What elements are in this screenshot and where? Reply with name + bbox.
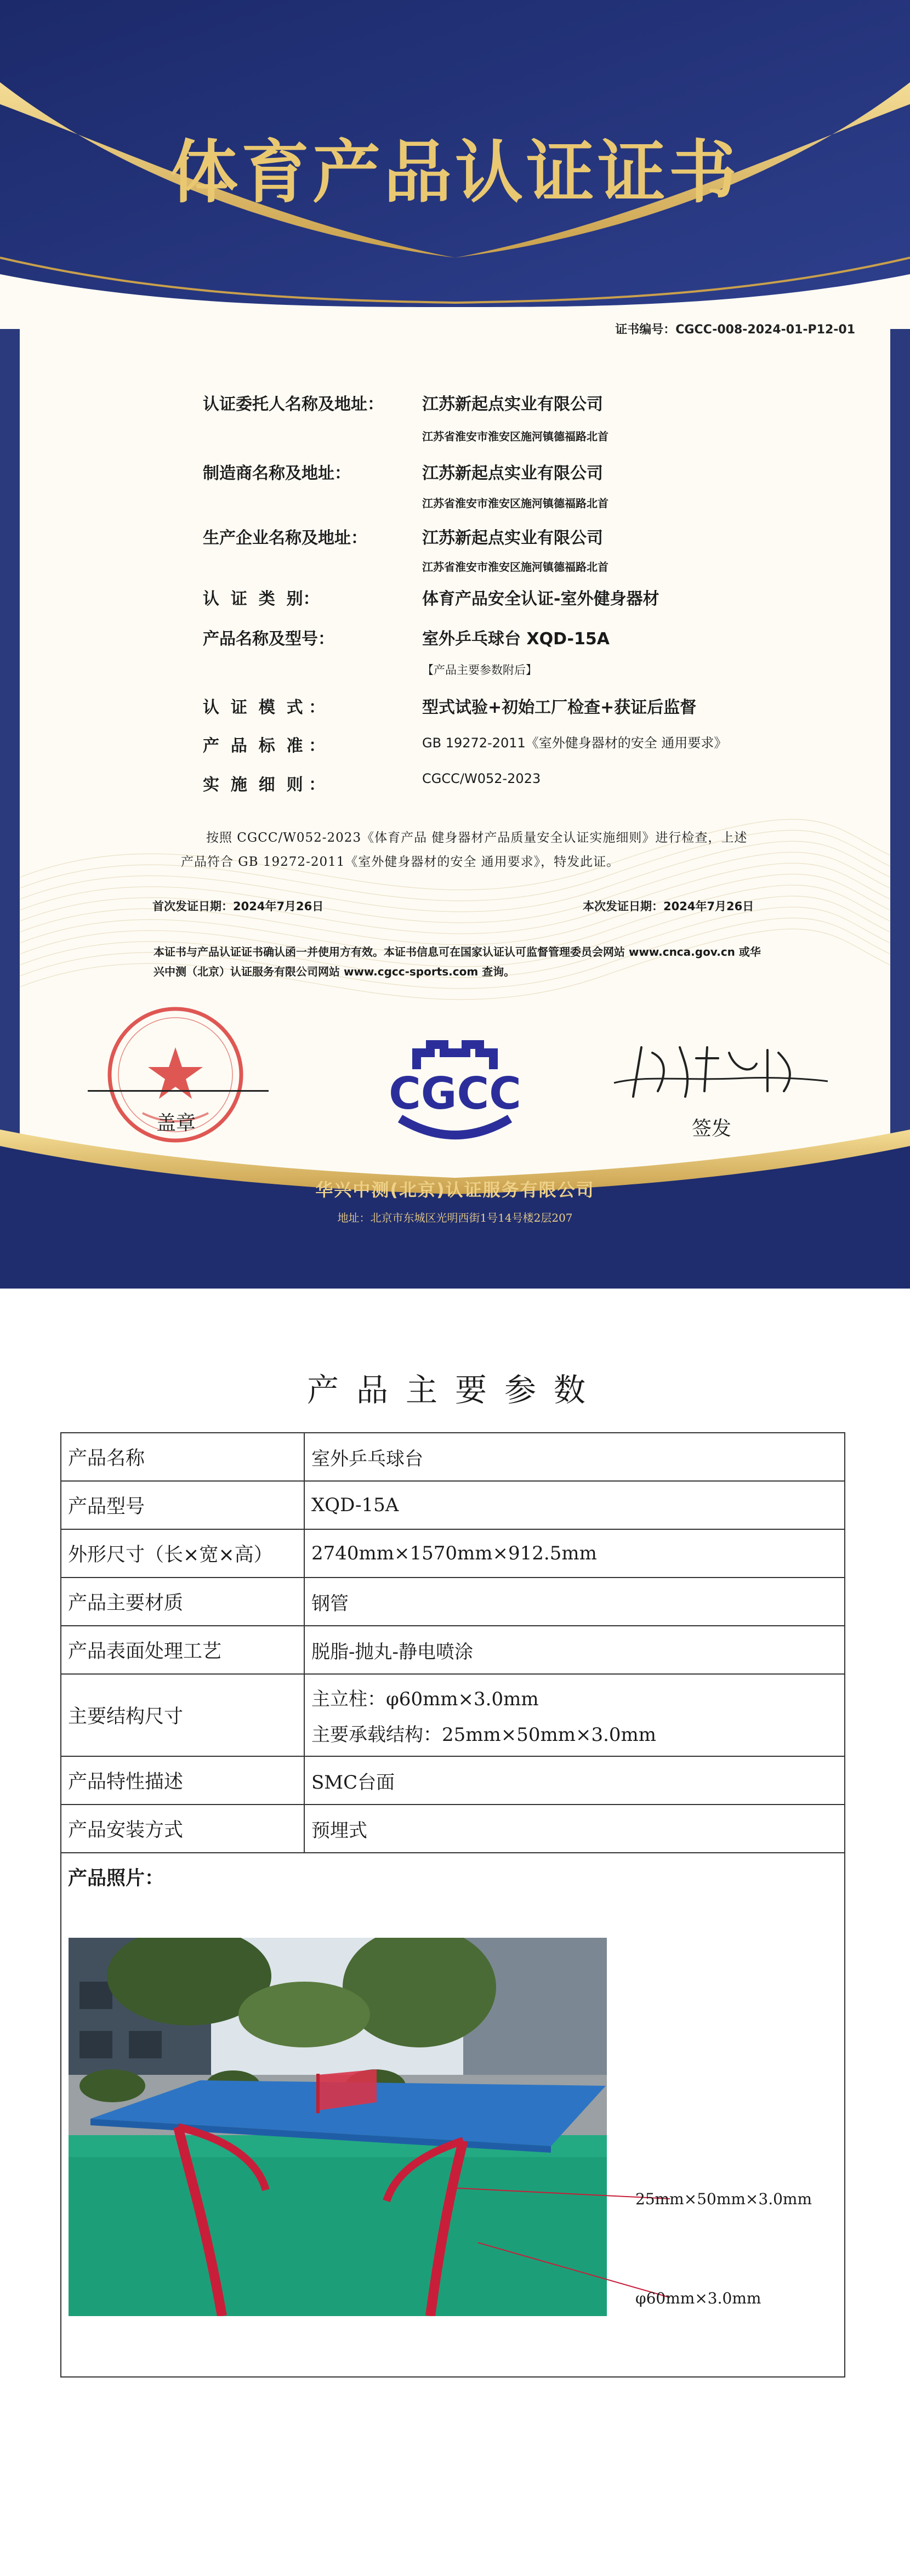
value-line: 主立柱：φ60mm×3.0mm: [311, 1688, 539, 1710]
certificate-number: 证书编号：CGCC-008-2024-01-P12-01: [615, 323, 855, 337]
field-label: 实 施 细 则 ：: [203, 775, 326, 795]
field-value: CGCC/W052-2023: [422, 771, 541, 786]
logo-text: CGCC: [389, 1068, 521, 1119]
field-certification-category: [0, 585, 910, 607]
field-value: 体育产品安全认证-室外健身器材: [422, 589, 659, 609]
cgcc-logo: [378, 1025, 532, 1146]
row-label: 主要结构尺寸: [61, 1675, 305, 1756]
field-manufacturer: [0, 459, 910, 481]
field-production-enterprise: [0, 524, 910, 546]
field-address: 江苏省淮安市淮安区施河镇德福路北首: [422, 497, 608, 510]
value-line: 主要承载结构：25mm×50mm×3.0mm: [311, 1724, 657, 1746]
field-product-standard: [0, 732, 910, 754]
field-entrusting-party: [0, 390, 910, 412]
field-certification-mode: [0, 694, 910, 716]
seal-label: 盖章: [156, 1112, 196, 1134]
issuer-address: 地址：北京市东城区光明西街1号14号楼2层207: [337, 1211, 573, 1224]
row-label: 产品特性描述: [61, 1757, 305, 1804]
issuer-name: 华兴中测(北京)认证服务有限公司: [315, 1179, 595, 1200]
first-issue-date: 首次发证日期：2024年7月26日: [152, 900, 324, 913]
callout-main-column: φ60mm×3.0mm: [635, 2289, 761, 2307]
field-product-name-model: [0, 625, 910, 647]
field-label: 制造商名称及地址：: [203, 464, 351, 483]
photo-label: 产品照片：: [68, 1868, 164, 1890]
row-value: 脱脂-抛丸-静电喷涂: [311, 1641, 473, 1663]
row-label: 外形尺寸（长×宽×高）: [61, 1530, 305, 1577]
table-row: [61, 1626, 844, 1675]
field-implementation-rules: [0, 771, 910, 793]
product-photo-cell: [61, 1853, 844, 2376]
row-value: XQD-15A: [311, 1494, 399, 1516]
sign-label: 签发: [692, 1117, 732, 1140]
field-value: 江苏新起点实业有限公司: [422, 395, 603, 414]
row-value: 2740mm×1570mm×912.5mm: [311, 1542, 597, 1564]
table-row: [61, 1482, 844, 1530]
row-value: 预埋式: [311, 1819, 367, 1842]
field-value: 江苏新起点实业有限公司: [422, 464, 603, 483]
table-row: [61, 1530, 844, 1578]
row-label: 产品主要材质: [61, 1578, 305, 1625]
parameters-page: [0, 1289, 910, 2576]
field-label: 认 证 模 式 ：: [203, 698, 326, 717]
row-value: 钢管: [311, 1592, 349, 1615]
seal-line: [88, 1090, 269, 1092]
field-label: 产品名称及型号：: [203, 629, 334, 649]
table-row: [61, 1805, 844, 1853]
row-label: 产品安装方式: [61, 1805, 305, 1852]
field-value: GB 19272-2011《室外健身器材的安全 通用要求》: [422, 735, 727, 751]
field-label: 生产企业名称及地址：: [203, 529, 367, 548]
table-row: [61, 1675, 844, 1757]
field-label: 认 证 类 别：: [203, 589, 320, 609]
table-row: [61, 1578, 844, 1626]
table-row: [61, 1433, 844, 1482]
field-value: 江苏新起点实业有限公司: [422, 529, 603, 548]
certificate-notice: 本证书与产品认证证书确认函一并使用方有效。本证书信息可在国家认证认可监督管理委员会网站 www.cnca.gov.cn 或华兴中测（北京）认证服务有限公司网站 www.cgcc-sports.com 查询。: [153, 945, 761, 978]
row-value: [305, 1675, 844, 1756]
field-value: 室外乒乓球台 XQD-15A: [422, 629, 610, 649]
this-issue-date: 本次发证日期：2024年7月26日: [583, 900, 754, 913]
field-label: 产 品 标 准 ：: [203, 736, 326, 756]
row-value: SMC台面: [311, 1771, 395, 1794]
parameters-table: [60, 1432, 845, 2378]
field-note: 【产品主要参数附后】: [422, 663, 537, 677]
parameters-title: 产品主要参数: [306, 1371, 603, 1409]
table-row: [61, 1757, 844, 1805]
handwritten-signature: [603, 1031, 833, 1108]
certificate-title: 体育产品认证证书: [169, 133, 740, 212]
row-label: 产品表面处理工艺: [61, 1626, 305, 1673]
certificate-statement: 按照 CGCC/W052-2023《体育产品 健身器材产品质量安全认证实施细则》进行检查，上述产品符合 GB 19272-2011《室外健身器材的安全 通用要求》，特发此证。: [181, 831, 748, 869]
row-label: 产品名称: [61, 1433, 305, 1480]
field-value: 型式试验+初始工厂检查+获证后监督: [422, 698, 697, 717]
field-address: 江苏省淮安市淮安区施河镇德福路北首: [422, 560, 608, 574]
field-address: 江苏省淮安市淮安区施河镇德福路北首: [422, 430, 608, 443]
callout-crossbeam: 25mm×50mm×3.0mm: [635, 2190, 812, 2208]
field-label: 认证委托人名称及地址：: [203, 395, 384, 414]
row-value: 室外乒乓球台: [311, 1448, 423, 1470]
row-label: 产品型号: [61, 1482, 305, 1529]
